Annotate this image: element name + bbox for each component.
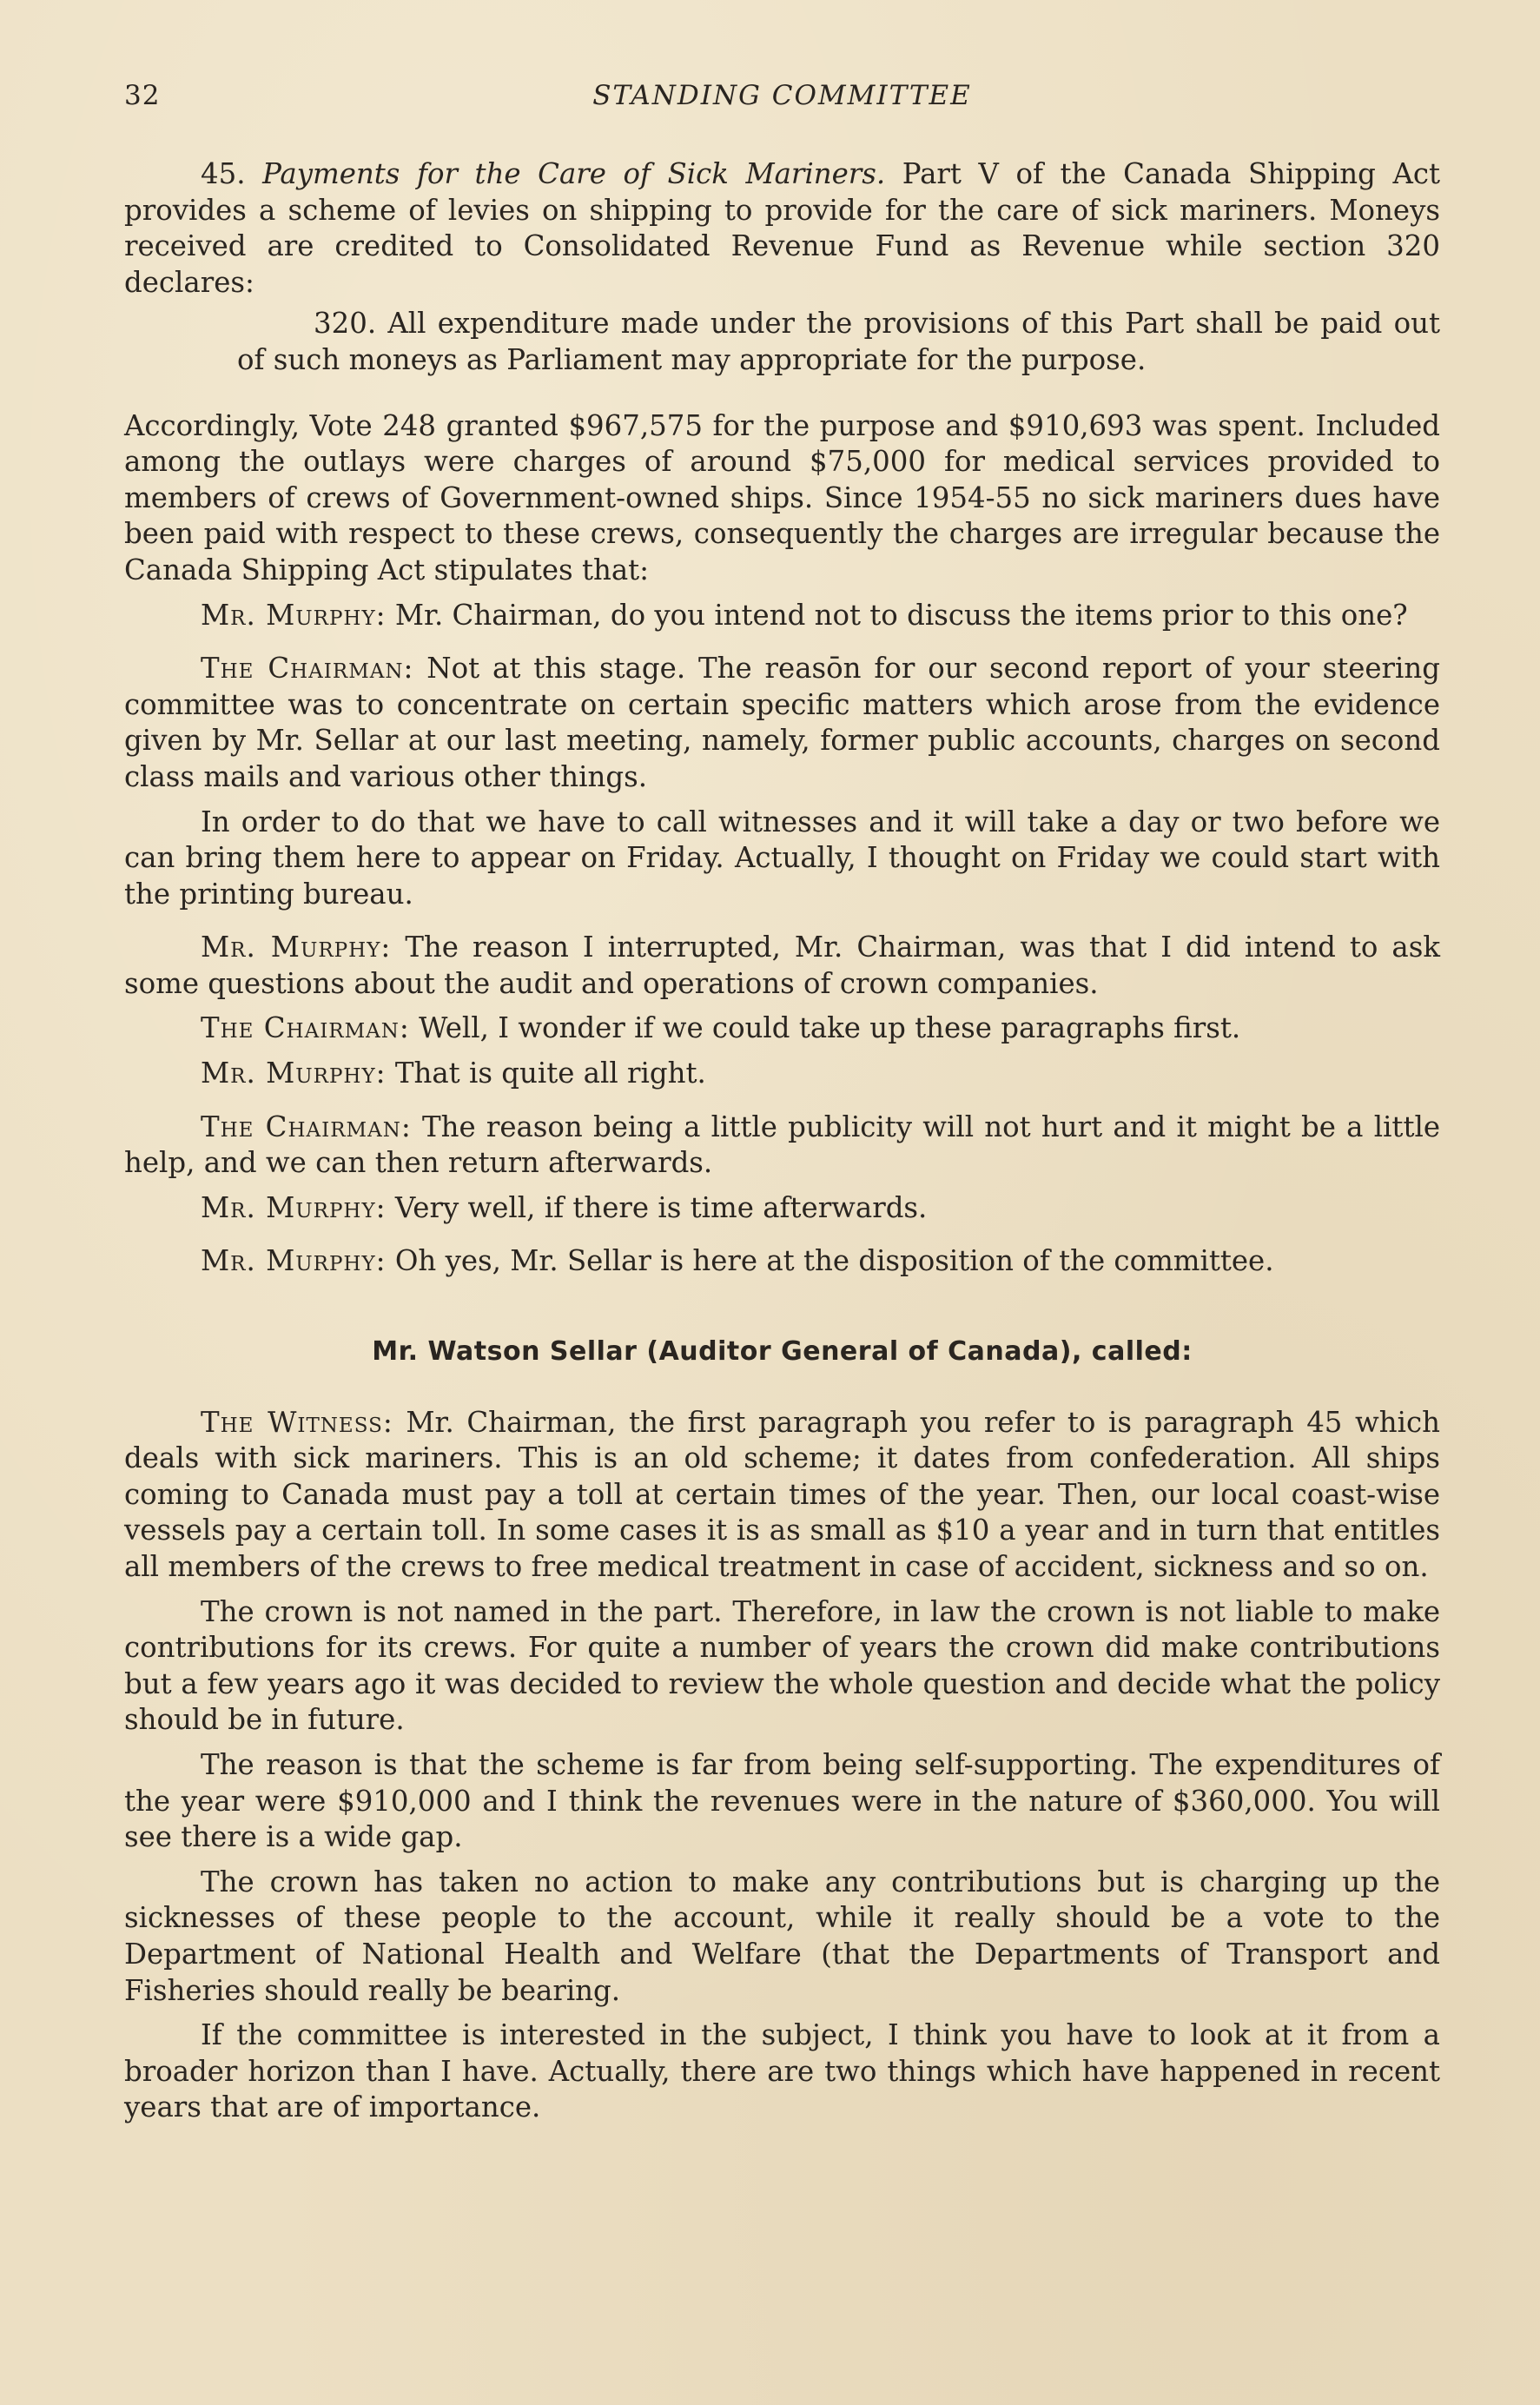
testimony-paragraph (124, 1865, 1440, 2009)
speech-text: Not at this stage. The reasōn for our second report of your steering committee was to concentrate on certain specific matters which arose from the evidence given by Mr. Sellar at our last meeting, namely, former public accounts, charges on second class mails and various other things. (124, 652, 1440, 793)
speech-text: The crown is not named in the part. Therefore, in law the crown is not liable to make contributions for its crews. For quite a number of years the crown did make contributions but a few years ago it was decided to review the whole question and decide what the policy should be in future. (124, 1594, 1440, 1737)
speaker-name: Mr. Murphy: (201, 931, 392, 964)
paragraph-title: Payments for the Care of Sick Mariners. (262, 157, 886, 190)
paragraph-number: 45. (201, 157, 246, 190)
dialogue-paragraph (124, 930, 1440, 1002)
dialogue-paragraph (124, 1010, 1440, 1047)
body-text (124, 156, 1440, 2126)
testimony-paragraph (124, 1747, 1440, 1856)
dialogue-paragraph (124, 805, 1440, 913)
dialogue-paragraph (124, 598, 1440, 634)
testimony-paragraph (124, 1594, 1440, 1739)
quoted-section-320: 320. All expenditure made under the provisions of this Part shall be paid out of such moneys as Parliament may appropriate for the purpose. (237, 307, 1440, 376)
speech-text: The reason I interrupted, Mr. Chairman, was that I did intend to ask some questions about the audit and operations of crown companies. (124, 931, 1440, 1000)
speaker-name: The Witness: (201, 1405, 393, 1439)
speech-text: Oh yes, Mr. Sellar is here at the disposition of the committee. (386, 1244, 1274, 1278)
speech-text: If the committee is interested in the subject, I think you have to look at it from a broader horizon than I have. Actually, there are two things which have happened in recent years that are of importance. (124, 2018, 1440, 2124)
speech-text: Well, I wonder if we could take up these paragraphs first. (409, 1011, 1241, 1045)
running-head: STANDING COMMITTEE (592, 80, 972, 111)
speaker-name: The Chairman: (201, 652, 414, 686)
dialogue-paragraph (124, 651, 1440, 795)
speaker-name: Mr. Murphy: (201, 1057, 387, 1090)
speaker-name: Mr. Murphy: (201, 1244, 387, 1278)
speech-text: That is quite all right. (386, 1057, 706, 1090)
page-number: 32 (124, 80, 161, 111)
testimony-paragraph (124, 2017, 1440, 2126)
dialogue-paragraph (124, 1190, 1440, 1227)
speaker-name: Mr. Murphy: (201, 1190, 387, 1224)
speech-text: Mr. Chairman, the first paragraph you refer to is paragraph 45 which deals with sick mariners. This is an old scheme; it dates from confederation. All ships coming to Canada must pay a toll at certain times of the year. Then, our local coast-wise vessels pay a certain toll. In some cases it is as small as $10 a year and in turn that entitles all members of the crews to free medical treatment in case of accident, sickness and so on. (124, 1405, 1440, 1583)
speaker-name: The Chairman: (201, 1110, 412, 1143)
witness-heading: Mr. Watson Sellar (Auditor General of Canada), called: (372, 1336, 1193, 1368)
speech-text: Very well, if there is time afterwards. (386, 1190, 928, 1224)
paragraph-45 (124, 156, 1440, 301)
speech-text: Mr. Chairman, do you intend not to discuss the items prior to this one? (386, 598, 1408, 632)
page-header (124, 80, 1440, 123)
speech-text: In order to do that we have to call witnesses and it will take a day or two before we can bring them here to appear on Friday. Actually, I thought on Friday we could start with the printing bureau. (124, 805, 1440, 911)
speaker-name: Mr. Murphy: (201, 598, 387, 632)
dialogue-paragraph (124, 1243, 1440, 1280)
dialogue-paragraph (124, 1110, 1440, 1182)
speaker-name: The Chairman: (201, 1011, 410, 1045)
paragraph-text: Part V of the Canada Shipping Act provides a scheme of levies on shipping to provide for the care of sick mariners. Moneys received are credited to Consolidated Revenue Fund as Revenue while section 320 declares: (124, 157, 1440, 299)
speech-text: The reason being a little publicity will not hurt and it might be a little help, and we can then return afterwards. (124, 1110, 1440, 1180)
speech-text: The crown has taken no action to make any contributions but is charging up the sicknesses of these people to the account, while it really should be a vote to the Department of National Health and Welfare (that the Departments of Transport and Fisheries should really be bearing. (124, 1865, 1440, 2007)
testimony-paragraph (124, 1405, 1440, 1586)
paragraph-followup: Accordingly, Vote 248 granted $967,575 for the purpose and $910,693 was spent. Included among the outlays were charges of around $75,000 for medical services provided to members of crews of Government-owned ships. Since 1954-55 no sick mariners dues have been paid with respect to these crews, consequently the charges are irregular because the Canada Shipping Act stipulates that: (124, 408, 1440, 586)
speech-text: The reason is that the scheme is far from being self-supporting. The expenditures of the year were $910,000 and I think the revenues were in the nature of $360,000. You will see there is a wide gap. (124, 1747, 1440, 1854)
dialogue-paragraph (124, 1056, 1440, 1092)
